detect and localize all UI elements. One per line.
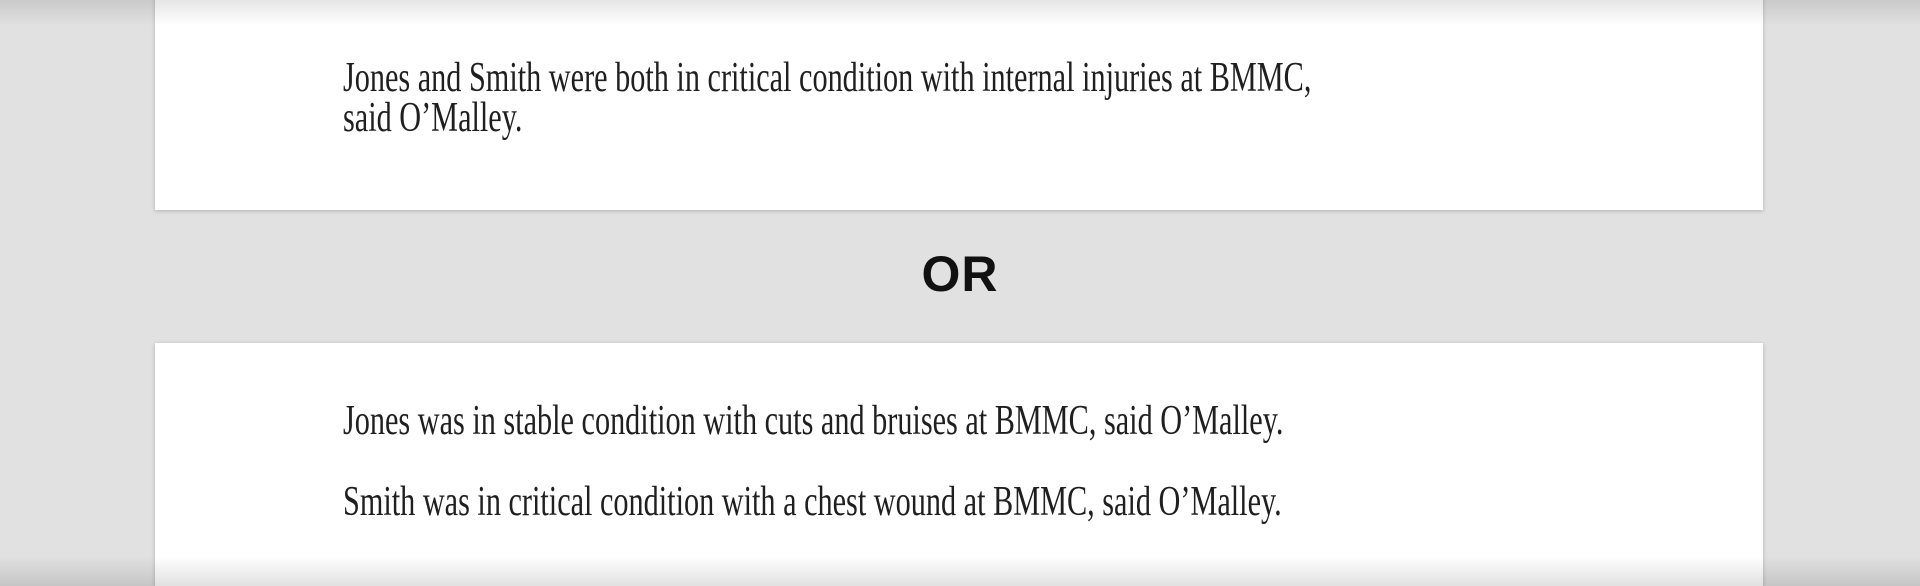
option-top-text-line-1: Jones and Smith were both in critical condition with internal injuries at BMMC,	[343, 55, 1312, 101]
or-divider-label: OR	[921, 246, 999, 302]
option-top-text-line-2: said O’Malley.	[343, 95, 523, 141]
option-bottom-paragraph-2: Smith was in critical condition with a chest wound at BMMC, said O’Malley.	[343, 479, 1282, 525]
option-card-bottom[interactable]	[155, 343, 1763, 586]
option-bottom-paragraph-1: Jones was in stable condition with cuts and bruises at BMMC, said O’Malley.	[343, 398, 1284, 444]
